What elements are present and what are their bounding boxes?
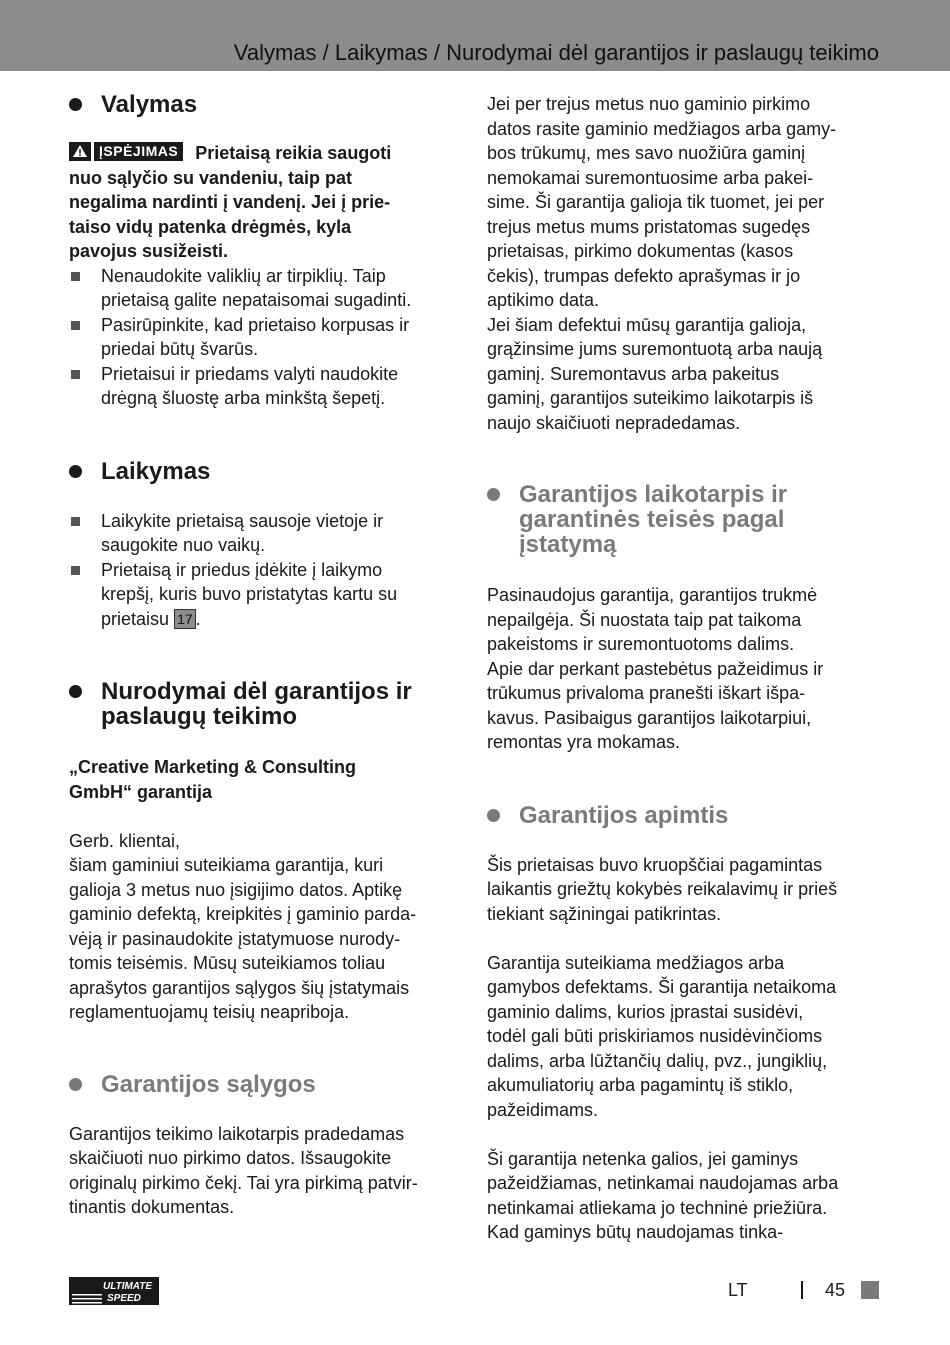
period-paragraph: Pasinaudojus garantija, garantijos trukmė nepailgėja. Ši nuostata taip pat taikoma pakeistoms ir suremontuotoms dalims. Apie dar perkant pastebėtus pažeidimus ir trūkumus privaloma pranešti iškart išpa- kavus. Pasibaigus garantijos laikotarpiui, remontas yra mokamas. <box>487 585 824 752</box>
logo-text-bottom: SPEED <box>107 1293 141 1304</box>
warranty-intro-paragraph: Jei per trejus metus nuo gaminio pirkimo datos rasite gaminio medžiagos arba gamy- bos trūkumų, mes savo nuožiūra gaminį nemokamai suremontuosime arba pakei- sime. Ši garantija galioja tik tuomet, jei per trejus metus mums pristatomas sugedęs prietaisas, pirkimo dokumentas (kasos čekis), trumpas defekto aprašymas ir jo aptikimo data. Jei šiam defektui mūsų garantija galioja, grąžinsime jums suremontuotą arba naują gaminį. Suremontavus arba pakeitus gaminį, garantijos suteikimo laikotarpis iš naujo skaičiuoti nepradedamas. <box>487 94 837 433</box>
list-item: Pasirūpinkite, kad prietaiso korpusas ir priedai būtų švarūs. <box>69 313 457 362</box>
section-heading-warranty-notes: Nurodymai dėl garantijos ir paslaugų teikimo <box>69 679 457 729</box>
page-header-title: Valymas / Laikymas / Nurodymai dėl garantijos ir paslaugų teikimo <box>233 40 879 65</box>
section-heading-scope: Garantijos apimtis <box>487 803 879 828</box>
footer-language: LT <box>728 1280 748 1300</box>
warning-block <box>69 141 457 264</box>
warning-text-line: pavojus susižeisti. <box>69 241 229 261</box>
right-column <box>487 92 879 1245</box>
warranty-notes-paragraph: Gerb. klientai, šiam gaminiui suteikiama garantija, kuri galioja 3 metus nuo įsigijimo datos. Aptikę gaminio defektą, kreipkitės į gaminio parda- vėją ir pasinaudokite įstatymuose nurody- tomis teisėmis. Mūsų suteikiamos toliau aprašytos garantijos sąlygos šių įstatymais reglamentuojamų teisių neapriboja. <box>69 830 417 1022</box>
scope-paragraph-3: Ši garantija netenka galios, jei gaminys pažeidžiamas, netinkamai naudojamas arba netinkamai atliekama jo techninė priežiūra. Kad gaminys būtų naudojamas tinka- <box>487 1148 839 1242</box>
ultimate-speed-logo <box>69 1277 159 1310</box>
heading-bullet-icon <box>487 809 500 822</box>
list-item: Prietaisui ir priedams valyti naudokite drėgną šluostę arba minkštą šepetį. <box>69 362 457 411</box>
warning-label: ĮSPĖJIMAS <box>94 142 183 161</box>
square-bullet-icon <box>71 517 80 526</box>
page-number: 45 <box>825 1280 846 1300</box>
heading-bullet-icon <box>69 465 82 478</box>
warning-text-line: nuo sąlyčio su vandeniu, taip pat <box>69 167 353 188</box>
logo-text-top: ULTIMATE <box>103 1281 153 1292</box>
scope-paragraph-1: Šis prietaisas buvo kruopščiai pagamintas laikantis griežtų kokybės reikalavimų ir prieš tiekiant sąžiningai patikrintas. <box>487 854 838 924</box>
section-heading-storage: Laikymas <box>69 459 457 484</box>
left-column <box>69 92 457 1220</box>
list-item: Nenaudokite valiklių ar tirpiklių. Taip prietaisą galite nepataisomai sugadinti. <box>69 264 457 313</box>
cleaning-bullet-list <box>69 264 457 411</box>
warning-text-line: taiso vidų patenka drėgmės, kyla <box>69 216 352 237</box>
square-bullet-icon <box>71 321 80 330</box>
square-bullet-icon <box>71 370 80 379</box>
footer-square-icon <box>861 1281 879 1299</box>
storage-bullet-list <box>69 509 457 632</box>
section-heading-cleaning: Valymas <box>69 92 457 117</box>
square-bullet-icon <box>71 566 80 575</box>
warning-text-line: Prietaisą reikia saugoti <box>195 143 392 163</box>
list-item: Laikykite prietaisą sausoje vietoje ir saugokite nuo vaikų. <box>69 509 457 558</box>
heading-bullet-icon <box>69 98 82 111</box>
part-reference-number: 17 <box>174 609 196 629</box>
warning-triangle-icon <box>69 142 91 161</box>
warning-text-line: negalima nardinti į vandenį. Jei į prie- <box>69 192 391 212</box>
heading-bullet-icon <box>487 488 500 501</box>
warning-badge <box>69 142 183 161</box>
square-bullet-icon <box>71 272 80 281</box>
header-bar <box>0 0 950 71</box>
heading-bullet-icon <box>69 685 82 698</box>
warranty-subheading: „Creative Marketing & Consulting GmbH“ garantija <box>69 757 357 802</box>
heading-bullet-icon <box>69 1078 82 1091</box>
section-heading-period: Garantijos laikotarpis ir garantinės teisės pagal įstatymą <box>487 482 879 557</box>
scope-paragraph-2: Garantija suteikiama medžiagos arba gamybos defektams. Ši garantija netaikoma gaminio dalims, kurios įprastai susidėvi, todėl gali būti priskiriamos nusidėvinčioms dalims, arba lūžtančių dalių, pvz., jungiklių, akumuliatorių arba pagamintų iš stiklo, pažeidimams. <box>487 952 837 1120</box>
list-item: Prietaisą ir priedus įdėkite į laikymo krepšį, kuris buvo pristatytas kartu su prietaisu 17 . <box>69 558 457 632</box>
footer-divider <box>801 1281 803 1299</box>
conditions-paragraph: Garantijos teikimo laikotarpis pradedamas skaičiuoti nuo pirkimo datos. Išsaugokite originalų pirkimo čekį. Tai yra pirkimą patvir- tinantis dokumentas. <box>69 1123 418 1217</box>
section-heading-conditions: Garantijos sąlygos <box>69 1072 457 1097</box>
